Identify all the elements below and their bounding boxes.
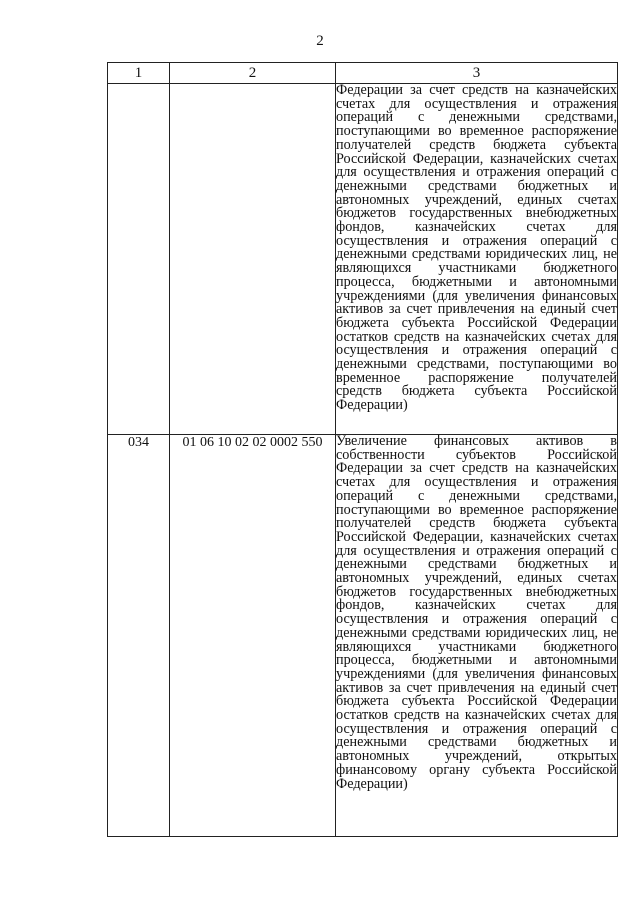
- admin-code-cell: 034: [108, 435, 170, 837]
- admin-code-cell: [108, 84, 170, 435]
- column-header-3: 3: [336, 63, 618, 84]
- table-header-row: [108, 63, 618, 84]
- kbk-code-cell: [170, 84, 336, 435]
- description-cell: Увеличение финансовых активов в собственности субъектов Российской Федерации за счет средств на казначейских счетах для осуществления и отражения операций с денежными средствами, поступающими во временное распоряжение получателей средств бюджета субъекта Российской Федерации, казначейских счетах для осуществления и отражения операций с денежными средствами бюджетных и автономных учреждений, единых счетах бюджетов государственных внебюджетных фондов, казначейских счетах для осуществления и отражения операций с денежными средствами юридических лиц, не являющихся участниками бюджетного процесса, бюджетными и автономными учреждениями (для увеличения финансовых активов за счет привлечения на единый счет бюджета субъекта Российской Федерации остатков средств на казначейских счетах для осуществления и отражения операций с денежными средствами бюджетных и автономных учреждений, открытых финансовому органу субъекта Российской Федерации): [336, 435, 618, 837]
- page-number: 2: [316, 33, 324, 49]
- table-row: [108, 84, 618, 435]
- description-cell: Федерации за счет средств на казначейских счетах для осуществления и отражения операций с денежными средствами, поступающими во временное распоряжение получателей средств бюджета субъекта Российской Федерации, казначейских счетах для осуществления и отражения операций с денежными средствами бюджетных и автономных учреждений, единых счетах бюджетов государственных внебюджетных фондов, казначейских счетах для осуществления и отражения операций с денежными средствами юридических лиц, не являющихся участниками бюджетного процесса, бюджетными и автономными учреждениями (для увеличения финансовых активов за счет привлечения на единый счет бюджета субъекта Российской Федерации остатков средств на казначейских счетах для осуществления и отражения операций с денежными средствами, поступающими во временное распоряжение получателей средств бюджета субъекта Российской Федерации): [336, 84, 618, 435]
- table-row: [108, 435, 618, 837]
- kbk-code-cell: 01 06 10 02 02 0002 550: [170, 435, 336, 837]
- column-header-2: 2: [170, 63, 336, 84]
- budget-classification-table: [107, 62, 618, 837]
- column-header-1: 1: [108, 63, 170, 84]
